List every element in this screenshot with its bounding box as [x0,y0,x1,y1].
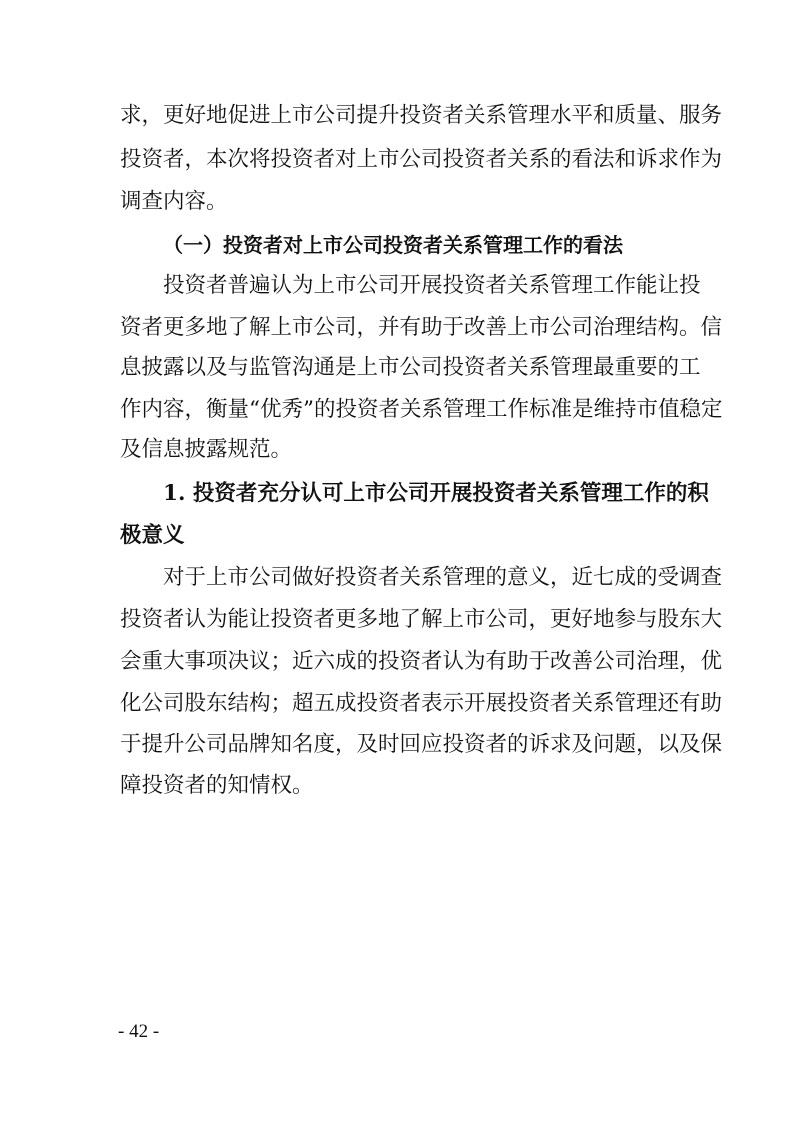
text-line: 投资者认为能让投资者更多地了解上市公司，更好地参与股东大 [120,607,723,632]
text-line: 会重大事项决议；近六成的投资者认为有助于改善公司治理，优 [120,649,723,674]
section-heading: （一）投资者对上市公司投资者关系管理工作的看法 [163,233,623,257]
subsection-heading-line: 极意义 [120,523,185,548]
text-line: 障投资者的知情权。 [120,773,314,798]
subsection-heading-line: 1. 投资者充分认可上市公司开展投资者关系管理工作的积 [163,481,709,506]
text-line: 调查内容。 [120,189,228,214]
text-line: 作内容，衡量“优秀”的投资者关系管理工作标准是维持市值稳定 [120,397,723,422]
text-line: 对于上市公司做好投资者关系管理的意义，近七成的受调查 [163,565,723,590]
text-line: 求，更好地促进上市公司提升投资者关系管理水平和质量、服务 [120,103,723,128]
text-line: 化公司股东结构；超五成投资者表示开展投资者关系管理还有助 [120,691,723,716]
text-line: 及信息披露规范。 [120,437,293,462]
text-line: 于提升公司品牌知名度，及时回应投资者的诉求及问题，以及保 [120,732,723,757]
text-line: 资者更多地了解上市公司，并有助于改善上市公司治理结构。信 [120,315,723,340]
page-number: - 42 - [118,1021,160,1042]
text-line: 投资者普遍认为上市公司开展投资者关系管理工作能让投 [163,273,701,298]
text-line: 息披露以及与监管沟通是上市公司投资者关系管理最重要的工 [120,355,701,380]
text-line: 投资者，本次将投资者对上市公司投资者关系的看法和诉求作为 [120,147,723,172]
